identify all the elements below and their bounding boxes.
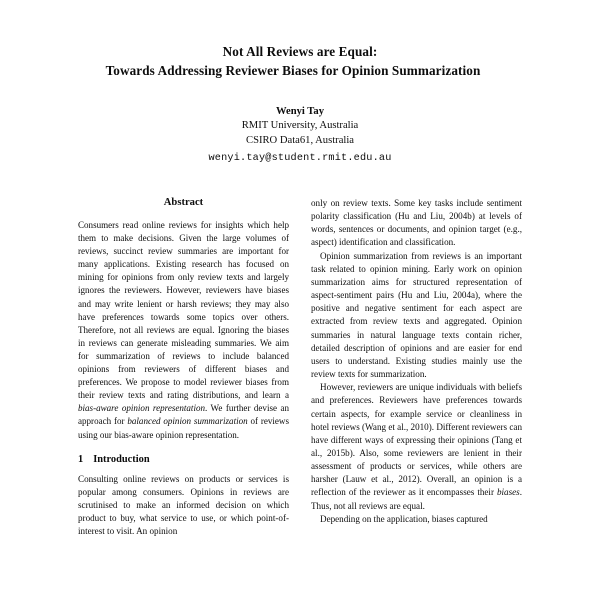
abstract-italic-2: balanced opinion summarization [127, 416, 248, 427]
section-title: Introduction [93, 453, 150, 465]
title-line-2: Towards Addressing Reviewer Biases for Opinion Summarization [105, 63, 481, 78]
left-column [78, 197, 289, 538]
section-number: 1 [78, 453, 84, 465]
right-paragraph-2: Opinion summarization from reviews is an important task related to opinion mining. Early work on opinion summarization aims for structured representation of aspect-sentiment pairs (Hu and Liu, 2004a), where the positive and negative sentiment for each aspect are extracted from review texts and aggregated. Opinion summaries in natural language texts contain richer, detailed description of opinions and are easier for end users to understand. Existing studies mainly use the review texts for summarization. [311, 250, 522, 380]
right-paragraph-1: only on review texts. Some key tasks include sentiment polarity classification (Hu and Liu, 2004b) at levels of words, sentences or documents, and opinion target (e.g., aspect) identification and classification. [311, 198, 522, 248]
right-column [311, 197, 522, 526]
abstract-text-2: . We further devise an approach for [78, 403, 289, 427]
right-paragraph-3-text-2: . Thus, not all reviews are equal. [311, 487, 522, 511]
section-heading-introduction [78, 454, 289, 465]
abstract-heading: Abstract [163, 197, 204, 208]
right-paragraph-4: Depending on the application, biases captured [320, 513, 488, 524]
author-block [78, 104, 522, 167]
author-name: Wenyi Tay [276, 106, 324, 117]
author-affiliation-2: CSIRO Data61, Australia [246, 134, 354, 146]
introduction-paragraph-1: Consulting online reviews on products or services is popular among consumers. Opinions in reviews are scrutinised to make an informed decision on which product to buy, what service to use, or which point-of-interest to visit. An opinion [78, 473, 289, 537]
paper-title [78, 42, 522, 80]
title-line-1: Not All Reviews are Equal: [222, 44, 378, 59]
right-paragraph-3-text-1: However, reviewers are unique individuals with beliefs and preferences. Reviewers have preferences towards certain aspects, for example service or cleanliness in hotel reviews (Wang et al., 2010). Different reviewers can have different ways of expressing their opinions (Tang et al., 2015b). Also, some reviewers are lenient in their assessment of products or services, while others are harsher (Lauw et al., 2012). Overall, an opinion is a reflection of the reviewer as it encompasses their [311, 382, 522, 498]
right-paragraph-3 [311, 381, 522, 513]
abstract-text-3: of reviews using our bias-aware opinion representation. [78, 416, 289, 440]
abstract-text-1: Consumers read online reviews for insights which help them to make decisions. Given the large volumes of reviews, succinct review summaries are important for many applications. Existing research has focused on mining for opinions from only review texts and largely ignores the reviewers. However, reviewers have biases and may write lenient or harsh reviews; they may also have preferences towards some topics over others. Therefore, not all reviews are equal. Ignoring the biases in reviews can generate misleading summaries. We aim for summarization of reviews to include balanced opinions from reviewers of different biases and preferences. We propose to model reviewer biases from their review texts and rating distributions, and learn a [78, 220, 289, 401]
right-paragraph-3-italic: biases [496, 487, 520, 498]
abstract-italic-1: bias-aware opinion representation [78, 403, 206, 414]
abstract-body [78, 219, 289, 442]
body-columns [78, 197, 522, 538]
author-email: wenyi.tay@student.rmit.edu.au [208, 153, 392, 164]
author-affiliation-1: RMIT University, Australia [241, 120, 359, 131]
